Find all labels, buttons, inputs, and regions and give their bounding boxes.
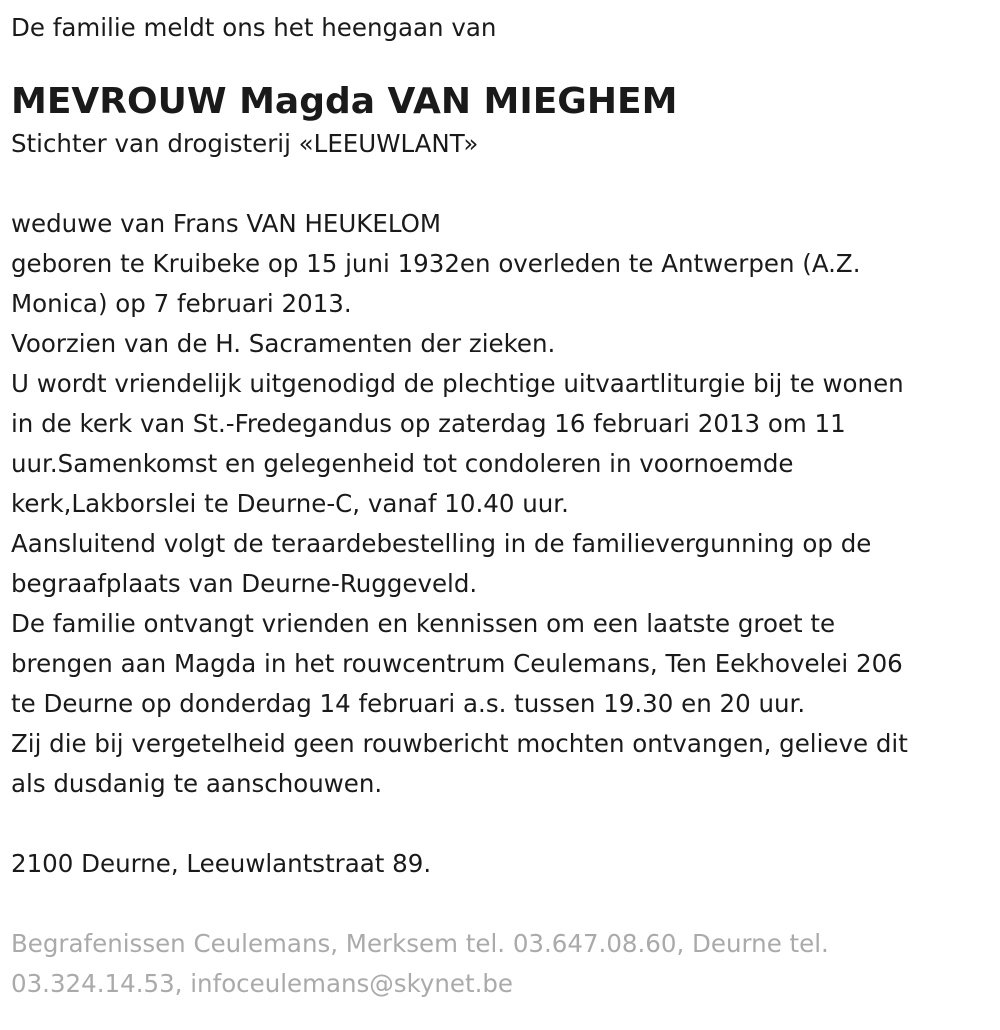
intro-text: De familie meldt ons het heengaan van <box>11 13 497 42</box>
body-line: Aansluitend volgt de teraardebestelling in de familievergunning op de <box>11 529 872 558</box>
address-text: 2100 Deurne, Leeuwlantstraat 89. <box>11 849 432 878</box>
body-line: te Deurne op donderdag 14 februari a.s. tussen 19.30 en 20 uur. <box>11 689 806 718</box>
body-line: Voorzien van de H. Sacramenten der zieken. <box>11 329 556 358</box>
spacer <box>11 884 991 924</box>
body-line: kerk,Lakborslei te Deurne-C, vanaf 10.40 uur. <box>11 489 569 518</box>
deceased-name: MEVROUW Magda VAN MIEGHEM <box>11 81 678 122</box>
funeral-home-footer <box>11 924 991 1004</box>
body-line: Monica) op 7 februari 2013. <box>11 289 352 318</box>
body-line: Zij die bij vergetelheid geen rouwbericht mochten ontvangen, gelieve dit <box>11 729 908 758</box>
body-line: begraafplaats van Deurne-Ruggeveld. <box>11 569 478 598</box>
body-line: als dusdanig te aanschouwen. <box>11 769 383 798</box>
body-line: brengen aan Magda in het rouwcentrum Ceulemans, Ten Eekhovelei 206 <box>11 649 903 678</box>
subtitle-text: Stichter van drogisterij «LEEUWLANT» <box>11 129 479 158</box>
body-line: De familie ontvangt vrienden en kennissen om een laatste groet te <box>11 609 836 638</box>
notice-body <box>11 204 991 804</box>
body-line: U wordt vriendelijk uitgenodigd de plechtige uitvaartliturgie bij te wonen <box>11 369 904 398</box>
footer-line: Begrafenissen Ceulemans, Merksem tel. 03.647.08.60, Deurne tel. <box>11 929 829 958</box>
death-notice <box>11 8 991 1004</box>
body-line: uur.Samenkomst en gelegenheid tot condoleren in voornoemde <box>11 449 794 478</box>
body-line: weduwe van Frans VAN HEUKELOM <box>11 209 442 238</box>
body-line: geboren te Kruibeke op 15 juni 1932en overleden te Antwerpen (A.Z. <box>11 249 861 278</box>
body-line: in de kerk van St.-Fredegandus op zaterdag 16 februari 2013 om 11 <box>11 409 846 438</box>
footer-line: 03.324.14.53, infoceulemans@skynet.be <box>11 969 513 998</box>
spacer <box>11 804 991 844</box>
